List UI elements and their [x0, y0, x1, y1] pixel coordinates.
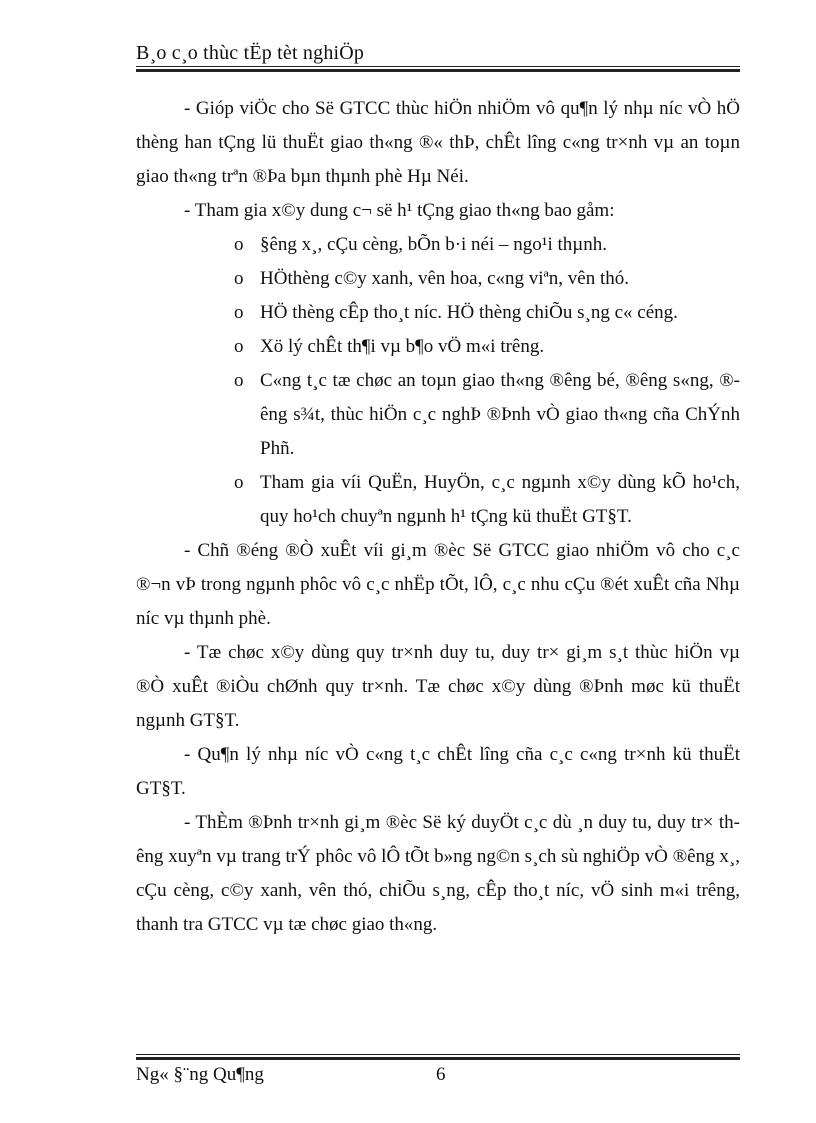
- bullet-icon: o: [234, 302, 244, 323]
- option-list: [136, 228, 740, 534]
- list-item-text: §êng x¸, cÇu cèng, bÕn b·i néi – ngo¹i thµnh.: [260, 234, 607, 255]
- bullet-icon: o: [234, 472, 244, 493]
- list-item-text: HÖ thèng cÊp tho¸t níc. HÖ thèng chiÕu s¸ng c« céng.: [260, 302, 678, 323]
- page-number: 6: [436, 1064, 446, 1085]
- paragraph: - ThÈm ®Þnh tr×nh gi¸m ®èc Së ký duyÖt c¸c dù ¸n duy tu, duy tr× thêng xuyªn vµ trang trÝ phôc vô lÔ tÕt b»ng ng©n s¸ch sù nghiÖp vÒ ®êng x¸, cÇu cèng, c©y xanh, vên thó, chiÕu s¸ng, cÊp tho¸t níc, vÖ sinh m«i trêng, thanh tra GTCC vµ tæ chøc giao th«ng.: [136, 812, 740, 935]
- list-item-text: HÖthèng c©y xanh, vên hoa, c«ng viªn, vên thó.: [260, 268, 629, 289]
- paragraph: - Tæ chøc x©y dùng quy tr×nh duy tu, duy tr× gi¸m s¸t thùc hiÖn vµ ®Ò xuÊt ®iÒu chØnh quy tr×nh. Tæ chøc x©y dùng ®Þnh møc kü thuËt ngµnh GT§T.: [136, 642, 740, 731]
- paragraph: - Tham gia x©y dung c¬ së h¹ tÇng giao th«ng bao gåm:: [184, 200, 615, 221]
- list-item: [136, 228, 740, 262]
- paragraph: - Gióp viÖc cho Së GTCC thùc hiÖn nhiÖm vô qu¶n lý nhµ níc vÒ hÖ thèng han tÇng lü thuËt giao th«ng ®« thÞ, chÊt lîng c«ng tr×nh vµ an toµn giao th«ng trªn ®Þa bµn thµnh phè Hµ Néi.: [136, 98, 740, 187]
- document-body: [136, 92, 740, 942]
- header-title: B¸o c¸o thùc tËp tèt nghiÖp: [136, 42, 365, 64]
- header-rule-thick: [136, 69, 740, 72]
- list-item: [136, 466, 740, 534]
- list-item-text: C«ng t¸c tæ chøc an toµn giao th«ng ®êng bé, ®êng s«ng, ®êng s¾t, thùc hiÖn c¸c nghÞ ®Þnh vÒ giao th«ng cña ChÝnh Phñ.: [260, 370, 740, 459]
- bullet-icon: o: [234, 336, 244, 357]
- footer-rule-thin: [136, 1054, 740, 1055]
- footer-rule-thick: [136, 1057, 740, 1060]
- header-rule-thin: [136, 66, 740, 67]
- list-item: [136, 330, 740, 364]
- bullet-icon: o: [234, 268, 244, 289]
- bullet-icon: o: [234, 234, 244, 255]
- list-item: [136, 296, 740, 330]
- list-item: [136, 262, 740, 296]
- list-item-text: Xö lý chÊt th¶i vµ b¶o vÖ m«i trêng.: [260, 336, 545, 357]
- bullet-icon: o: [234, 370, 244, 391]
- paragraph: - Qu¶n lý nhµ níc vÒ c«ng t¸c chÊt lîng cña c¸c c«ng tr×nh kü thuËt GT§T.: [136, 744, 740, 799]
- footer-author: Ng« §¨ng Qu¶ng: [136, 1064, 264, 1085]
- paragraph: - Chñ ®éng ®Ò xuÊt víi gi¸m ®èc Së GTCC giao nhiÖm vô cho c¸c ®¬n vÞ trong ngµnh phôc vô c¸c nhËp tÕt, lÔ, c¸c nhu cÇu ®ét xuÊt cña Nhµ níc vµ thµnh phè.: [136, 540, 740, 629]
- list-item: [136, 364, 740, 466]
- list-item-text: Tham gia víi QuËn, HuyÖn, c¸c ngµnh x©y dùng kÕ ho¹ch, quy ho¹ch chuyªn ngµnh h¹ tÇng kü thuËt GT§T.: [260, 472, 740, 527]
